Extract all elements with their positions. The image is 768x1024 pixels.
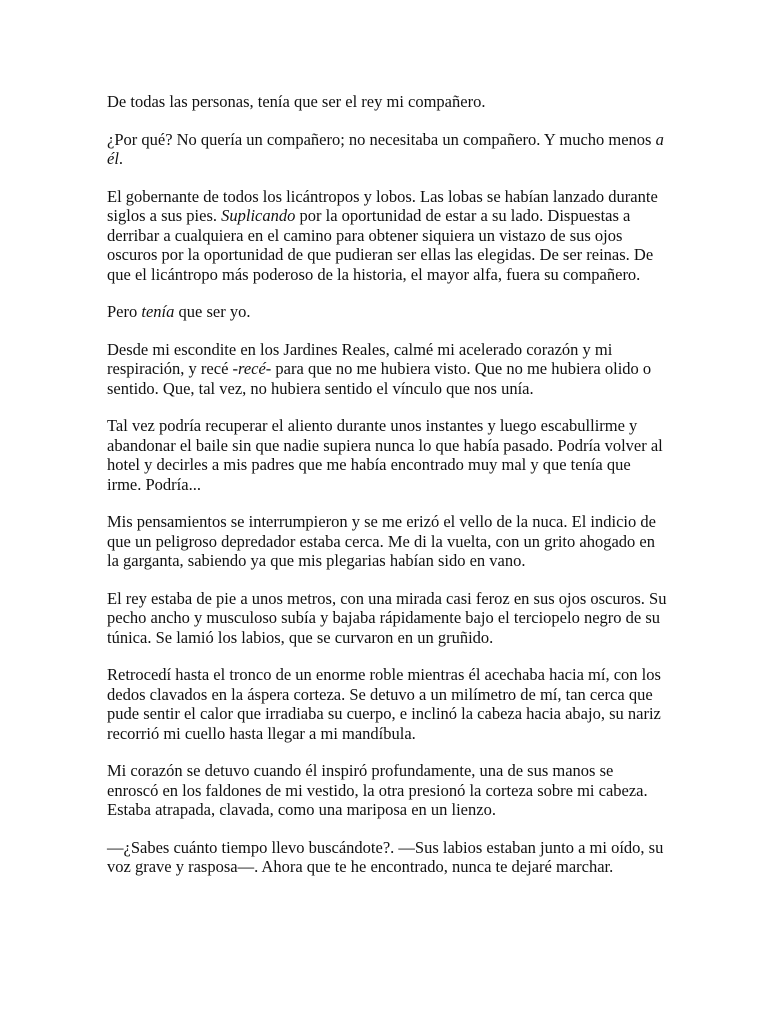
italic-run: tenía xyxy=(141,302,175,321)
text-run: Mis pensamientos se interrumpieron y se me erizó el vello de la nuca. El indicio de que un peligroso depredador estaba cerca. Me di la vuelta, con un grito ahogado en la garganta, sabiendo ya que mis plegarias habían sido en vano. xyxy=(107,512,656,570)
text-run: El rey estaba de pie a unos metros, con una mirada casi feroz en sus ojos oscuros. Su pecho ancho y musculoso subía y bajaba rápidamente bajo el terciopelo negro de su túnica. Se lamió los labios, que se curvaron en un gruñido. xyxy=(107,588,667,647)
paragraph-7 xyxy=(107,512,667,571)
document-page xyxy=(107,92,667,895)
paragraph-5 xyxy=(107,340,667,399)
paragraph-11 xyxy=(107,838,667,877)
paragraph-9 xyxy=(107,665,667,743)
paragraph-2 xyxy=(107,130,667,169)
text-run: De todas las personas, tenía que ser el rey mi compañero. xyxy=(107,92,486,111)
text-run: . xyxy=(118,149,124,168)
paragraph-1 xyxy=(107,92,667,112)
text-run: Desde mi escondite en los Jardines Reales, calmé mi acelerado corazón y mi respiración, y recé xyxy=(107,339,613,378)
text-run: Mi corazón se detuvo cuando él inspiró profundamente, una de sus manos se enroscó en los faldones de mi vestido, la otra presionó la corteza sobre mi cabeza. Estaba atrapada, clavada, como una mariposa en un lienzo. xyxy=(107,761,648,819)
text-run: —¿Sabes cuánto tiempo llevo buscándote?. —Sus labios estaban junto a mi oído, su voz grave y rasposa—. Ahora que te he encontrado, nunca te dejaré marchar. xyxy=(107,837,664,876)
paragraph-4 xyxy=(107,302,667,322)
text-run: para que no me hubiera visto. Que no me hubiera olido o sentido. Que, tal vez, no hubiera sentido el vínculo que nos unía. xyxy=(107,359,652,398)
text-run: por la oportunidad de estar a su lado. Dispuestas a derribar a cualquiera en el camino para obtener siquiera un vistazo de sus ojos oscuros por la oportunidad de que pudieran ser ellas las elegidas. De ser reinas. De que el licántropo más poderoso de la historia, el mayor alfa, fuera su compañero. xyxy=(107,206,654,284)
text-run: Retrocedí hasta el tronco de un enorme roble mientras él acechaba hacia mí, con los dedos clavados en la áspera corteza. Se detuvo a un milímetro de mí, tan cerca que pude sentir el calor que irradiaba su cuerpo, e inclinó la cabeza hacia abajo, su nariz recorrió mi cuello hasta llegar a mi mandíbula. xyxy=(107,665,661,743)
text-run: Pero xyxy=(107,302,142,321)
paragraph-6 xyxy=(107,416,667,494)
italic-run: Suplicando xyxy=(221,206,296,225)
paragraph-10 xyxy=(107,761,667,820)
italic-run: a él xyxy=(107,129,664,168)
text-run: El gobernante de todos los licántropos y lobos. Las lobas se habían lanzado durante siglos a sus pies. xyxy=(107,186,658,225)
italic-run: -recé- xyxy=(232,359,272,378)
text-run: ¿Por qué? No quería un compañero; no necesitaba un compañero. Y mucho menos xyxy=(107,129,656,149)
paragraph-3 xyxy=(107,187,667,285)
text-run: que ser yo. xyxy=(174,302,251,321)
paragraph-8 xyxy=(107,589,667,648)
text-run: Tal vez podría recuperar el aliento durante unos instantes y luego escabullirme y abandonar el baile sin que nadie supiera nunca lo que había pasado. Podría volver al hotel y decirles a mis padres que me había encontrado muy mal y que tenía que irme. Podría... xyxy=(107,416,663,494)
